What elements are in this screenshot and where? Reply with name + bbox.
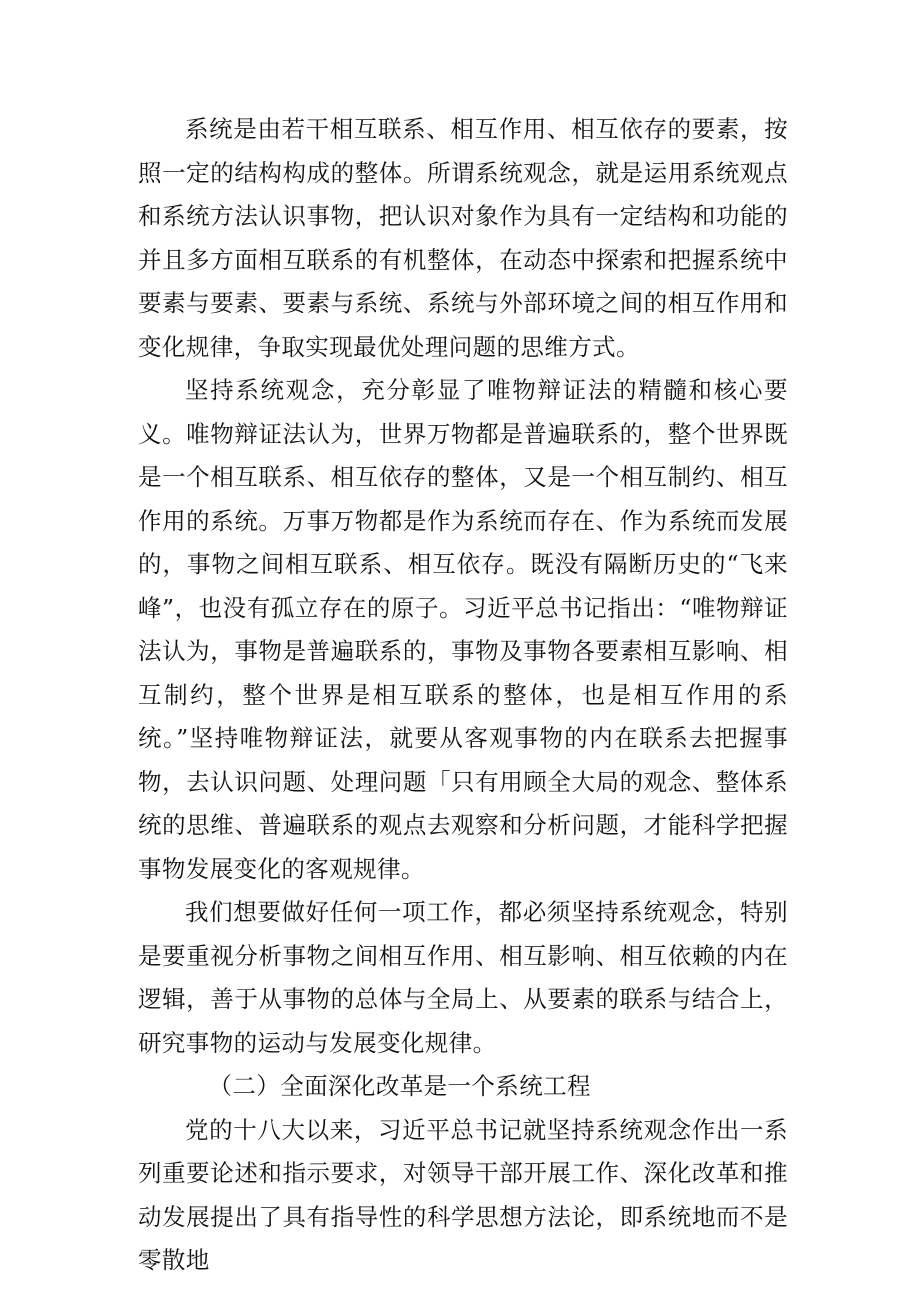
paragraph-system-definition: 系统是由若干相互联系、相互作用、相互依存的要素，按照一定的结构构成的整体。所谓系统观念，就是运用系统观点和系统方法认识事物，把认识对象作为具有一定结构和功能的并且多方面相互联系的有机整体，在动态中探索和把握系统中要素与要素、要素与系统、系统与外部环境之间的相互作用和变化规律，争取实现最优处理问题的思维方式。	[138, 115, 788, 361]
paragraph-since-18th-congress: 党的十八大以来，习近平总书记就坚持系统观念作出一系列重要论述和指示要求，对领导干部开展工作、深化改革和推动发展提出了具有指导性的科学思想方法论，即系统地而不是零散地	[138, 1115, 788, 1274]
paragraph-work-method: 我们想要做好任何一项工作，都必须坚持系统观念，特别是要重视分析事物之间相互作用、相互影响、相互依赖的内在逻辑，善于从事物的总体与全局上、从要素的联系与结合上，研究事物的运动与发展变化规律。	[138, 898, 788, 1057]
section-heading: （二）全面深化改革是一个系统工程	[208, 1072, 591, 1100]
document-body	[138, 108, 788, 1283]
paragraph-dialectics: 坚持系统观念，充分彰显了唯物辩证法的精髓和核心要义。唯物辩证法认为，世界万物都是普遍联系的，整个世界既是一个相互联系、相互依存的整体，又是一个相互制约、相互作用的系统。万事万物都是作为系统而存在、作为系统而发展的，事物之间相互联系、相互依存。既没有隔断历史的“飞来峰”，也没有孤立存在的原子。习近平总书记指出：“唯物辩证法认为，事物是普遍联系的，事物及事物各要素相互影响、相互制约，整个世界是相互联系的整体，也是相互作用的系统。”坚持唯物辩证法，就要从客观事物的内在联系去把握事物，去认识问题、处理问题「只有用顾全大局的观念、整体系统的思维、普遍联系的观点去观察和分析问题，才能科学把握事物发展变化的客观规律。	[138, 376, 788, 883]
